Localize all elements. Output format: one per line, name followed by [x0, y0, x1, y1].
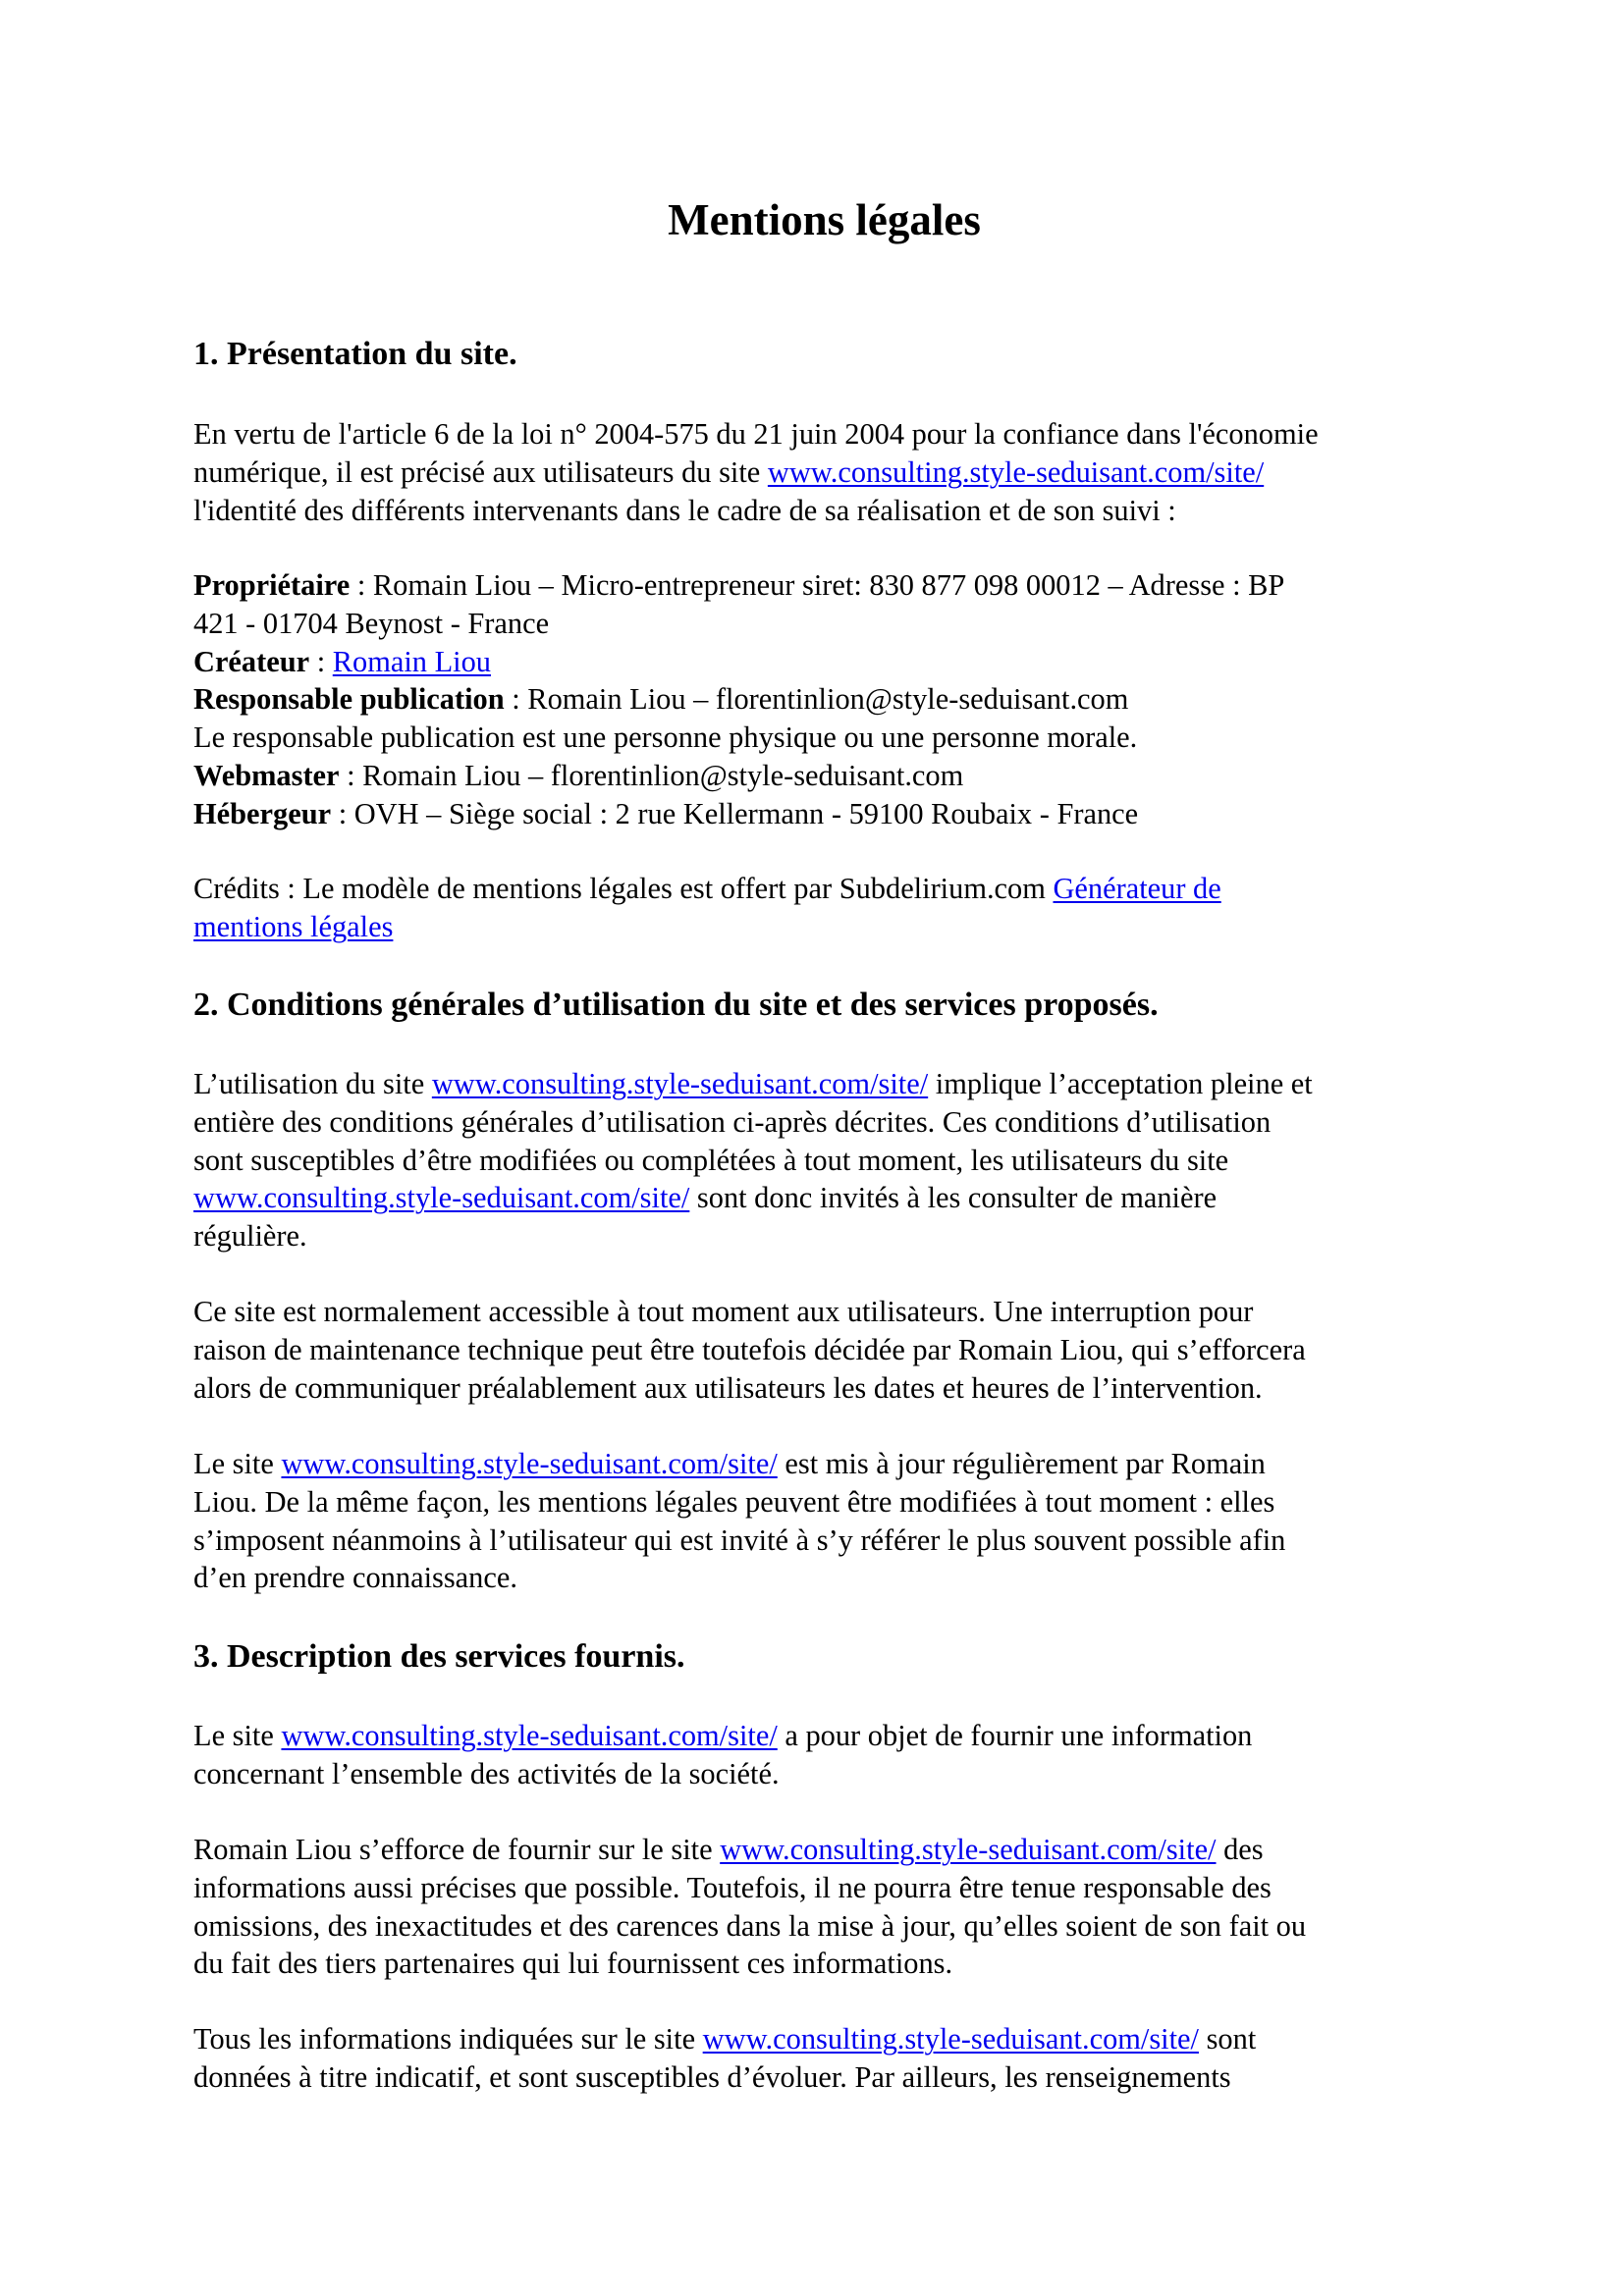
text-line — [193, 1445, 1460, 1483]
text-line: d’en prendre connaissance. — [193, 1561, 517, 1595]
site-link[interactable]: www.consulting.style-seduisant.com/site/ — [281, 1719, 778, 1752]
paragraph-accuracy — [193, 1831, 1460, 1983]
page-title: Mentions légales — [668, 195, 981, 244]
host-value: : OVH – Siège social : 2 rue Kellermann - 59100 Roubaix - France — [331, 796, 1139, 830]
creator-line — [193, 643, 1460, 681]
text-line — [193, 1179, 1460, 1217]
generator-link[interactable]: Générateur de — [1053, 872, 1221, 905]
site-link[interactable]: www.consulting.style-seduisant.com/site/ — [767, 454, 1265, 489]
text-segment: Le site — [193, 1719, 282, 1752]
text-segment: Le site — [193, 1447, 282, 1480]
owner-line — [193, 566, 1460, 605]
paragraph-intro — [193, 415, 1460, 529]
text-line: sont susceptibles d’être modifiées ou complétées à tout moment, les utilisateurs du site — [193, 1143, 1229, 1177]
text-line: du fait des tiers partenaires qui lui fournissent ces informations. — [193, 1947, 953, 1981]
publication-manager-note: Le responsable publication est une personne physique ou une personne morale. — [193, 721, 1138, 755]
site-link[interactable]: www.consulting.style-seduisant.com/site/ — [193, 1181, 690, 1215]
text-line: En vertu de l'article 6 de la loi n° 2004-575 du 21 juin 2004 pour la confiance dans l'économie — [193, 417, 1319, 451]
creator-separator: : — [309, 644, 333, 678]
text-line: Ce site est normalement accessible à tout moment aux utilisateurs. Une interruption pour — [193, 1295, 1254, 1328]
text-line: Liou. De la même façon, les mentions légales peuvent être modifiées à tout moment : elles — [193, 1484, 1275, 1519]
text-line — [193, 2020, 1460, 2058]
section-heading-presentation: 1. Présentation du site. — [193, 336, 517, 372]
text-line: s’imposent néanmoins à l’utilisateur qui est invité à s’y référer le plus souvent possible afin — [193, 1522, 1286, 1557]
text-line: concernant l’ensemble des activités de la société. — [193, 1756, 780, 1790]
webmaster-value: : Romain Liou – florentinlion@style-seduisant.com — [339, 758, 964, 792]
site-link[interactable]: www.consulting.style-seduisant.com/site/ — [431, 1067, 929, 1100]
text-line — [193, 1065, 1460, 1103]
section-heading-services: 3. Description des services fournis. — [193, 1638, 685, 1675]
publication-manager-value: : Romain Liou – florentinlion@style-seduisant.com — [504, 682, 1129, 717]
paragraph-availability — [193, 1293, 1460, 1407]
text-line: régulière. — [193, 1219, 307, 1254]
text-line: omissions, des inexactitudes et des carences dans la mise à jour, qu’elles soient de son fait ou — [193, 1908, 1307, 1943]
section-heading-conditions: 2. Conditions générales d’utilisation du site et des services proposés. — [193, 987, 1159, 1023]
host-line — [193, 795, 1460, 833]
text-line — [193, 454, 1460, 492]
owner-value: : Romain Liou – Micro-entrepreneur siret: 830 877 098 00012 – Adresse : BP — [350, 568, 1285, 602]
publication-manager-label: Responsable publication — [193, 682, 505, 717]
site-link[interactable]: www.consulting.style-seduisant.com/site/ — [281, 1447, 778, 1480]
text-line: raison de maintenance technique peut être toutefois décidée par Romain Liou, qui s’efforcera — [193, 1332, 1306, 1366]
paragraph-credits — [193, 870, 1460, 946]
paragraph-indicative — [193, 2020, 1460, 2097]
paragraph-identities — [193, 566, 1460, 833]
owner-label: Propriétaire — [193, 568, 351, 602]
paragraph-updates — [193, 1445, 1460, 1597]
credits-text: Crédits : Le modèle de mentions légales est offert par Subdelirium.com — [193, 872, 1054, 905]
text-segment: des — [1216, 1833, 1264, 1866]
text-line: données à titre indicatif, et sont susceptibles d’évoluer. Par ailleurs, les renseignements — [193, 2059, 1231, 2094]
text-segment: Tous les informations indiquées sur le site — [193, 2022, 703, 2056]
paragraph-services-purpose — [193, 1717, 1460, 1793]
webmaster-line — [193, 757, 1460, 795]
site-link[interactable]: www.consulting.style-seduisant.com/site/ — [720, 1833, 1217, 1866]
generator-link-continued[interactable]: mentions légales — [193, 909, 394, 943]
text-segment: sont — [1199, 2022, 1257, 2056]
text-line — [193, 908, 1460, 946]
site-link[interactable]: www.consulting.style-seduisant.com/site/ — [702, 2022, 1199, 2056]
text-segment: est mis à jour régulièrement par Romain — [777, 1447, 1266, 1480]
text-segment: implique l’acceptation pleine et — [928, 1067, 1313, 1100]
host-label: Hébergeur — [193, 796, 332, 830]
creator-label: Créateur — [193, 644, 310, 678]
text-line — [193, 870, 1460, 908]
text-line: informations aussi précises que possible. Toutefois, il ne pourra être tenue responsable des — [193, 1870, 1272, 1904]
text-segment: L’utilisation du site — [193, 1067, 432, 1100]
owner-address-line: 421 - 01704 Beynost - France — [193, 606, 550, 640]
publication-manager-line — [193, 680, 1460, 719]
text-segment: a pour objet de fournir une information — [777, 1719, 1253, 1752]
text-line: entière des conditions générales d’utilisation ci-après décrites. Ces conditions d’utilisation — [193, 1104, 1272, 1139]
text-line: alors de communiquer préalablement aux utilisateurs les dates et heures de l’intervention. — [193, 1370, 1263, 1405]
paragraph-conditions-usage — [193, 1065, 1460, 1255]
creator-link[interactable]: Romain Liou — [332, 644, 491, 678]
text-segment: numérique, il est précisé aux utilisateurs du site — [193, 454, 768, 489]
text-line — [193, 1831, 1460, 1869]
text-line — [193, 1717, 1460, 1755]
webmaster-label: Webmaster — [193, 758, 340, 792]
text-segment: sont donc invités à les consulter de manière — [689, 1181, 1218, 1215]
text-line: l'identité des différents intervenants dans le cadre de sa réalisation et de son suivi : — [193, 493, 1176, 527]
text-segment: Romain Liou s’efforce de fournir sur le site — [193, 1833, 721, 1866]
